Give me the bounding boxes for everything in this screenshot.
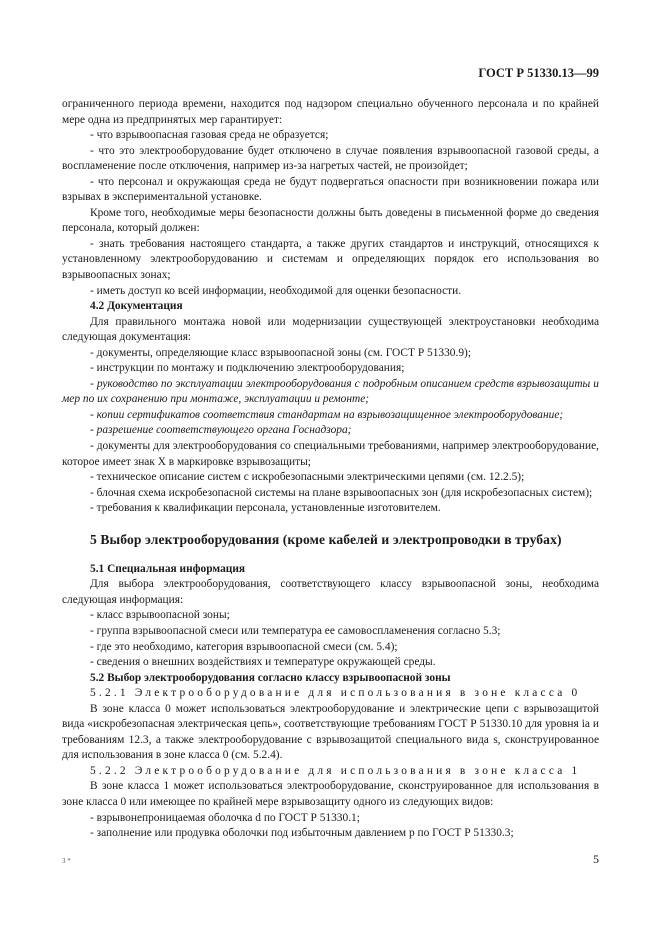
list-item: - инструкции по монтажу и подключению электрооборудования;: [90, 362, 405, 375]
list-item: - иметь доступ ко всей информации, необходимой для оценки безопасности.: [90, 284, 462, 297]
clause-heading: 5.2.1 Электрооборудование для использования в зоне класса 0: [90, 687, 581, 700]
subsection-heading: 5.1 Специальная информация: [90, 562, 246, 575]
list-item: - руководство по эксплуатации электрооборудования с подробным описанием средств взрывозащиты и мер по их сохранению при монтаже, эксплуатации и ремонте;: [62, 377, 599, 406]
list-item: - что это электрооборудование будет отключено в случае появления взрывоопасной газовой среды, а воспламенение после отключения, например из-за нагретых частей, не произойдет;: [62, 144, 599, 173]
list-item: - сведения о внешних воздействиях и температуре окружающей среды.: [90, 656, 436, 669]
list-item: - блочная схема искробезопасной системы на плане взрывоопасных зон (для искробезопасных систем);: [90, 486, 593, 499]
paragraph: Кроме того, необходимые меры безопасности должны быть доведены в письменной форме до сведения персонала, который должен:: [62, 206, 599, 235]
subsection-heading: 4.2 Документация: [90, 300, 183, 313]
paragraph: Для выбора электрооборудования, соответствующего классу взрывоопасной зоны, необходима следующая информация:: [62, 578, 599, 606]
subsection-heading: 5.2 Выбор электрооборудования согласно классу взрывоопасной зоны: [90, 671, 451, 684]
list-item: - копии сертификатов соответствия стандартам на взрывозащищенное электрооборудование;: [90, 408, 564, 421]
paragraph: В зоне класса 1 может использоваться электрооборудование, сконструированное для использования в зоне класса 0 или имеющее по крайней мере взрывозащиту одного из следующих видов:: [62, 780, 599, 808]
section-heading: 5 Выбор электрооборудования (кроме кабелей и электропроводки в трубах): [90, 531, 562, 547]
footer-mark: 3 *: [62, 857, 71, 865]
list-item: - где это необходимо, категория взрывоопасной смеси (см. 5.4);: [90, 640, 398, 653]
standard-header: ГОСТ Р 51330.13—99: [478, 66, 599, 80]
list-item: - разрешение соответствующего органа Госнадзора;: [90, 424, 352, 437]
page-number: 5: [593, 852, 599, 866]
clause-heading: 5.2.2 Электрооборудование для использования в зоне класса 1: [90, 764, 581, 777]
list-item: - знать требования настоящего стандарта, а также других стандартов и инструкций, относящихся к установленному электрооборудованию и системам и определяющих порядок его использования во взрывоопасных зонах;: [62, 237, 599, 282]
list-item: - что персонал и окружающая среда не будут подвергаться опасности при возникновении пожара или взрывах в экспериментальной установке.: [62, 175, 599, 204]
list-item: - что взрывоопасная газовая среда не образуется;: [90, 129, 329, 142]
list-item: - класс взрывоопасной зоны;: [90, 609, 230, 622]
list-item: - группа взрывоопасной смеси или температура ее самовоспламенения согласно 5.3;: [90, 624, 501, 637]
list-item: - взрывонепроницаемая оболочка d по ГОСТ Р 51330.1;: [90, 811, 360, 824]
list-item: - документы, определяющие класс взрывоопасной зоны (см. ГОСТ Р 51330.9);: [90, 346, 471, 359]
document-body: [62, 97, 599, 842]
paragraph: В зоне класса 0 может использоваться электрооборудование и электрические цепи с взрывозащитой вида «искробезопасная электрическая цепь», соответствующие требованиям ГОСТ Р 51330.10 для уровня ia и требованиям 12.3, а также электрооборудование с взрывозащитой специального вида s, сконструированное для использования в зоне класса 0 (см. 5.2.4).: [62, 702, 599, 762]
list-item: - заполнение или продувка оболочки под избыточным давлением p по ГОСТ Р 51330.3;: [90, 827, 514, 840]
paragraph: Для правильного монтажа новой или модернизации существующей электроустановки необходима следующая документация:: [62, 315, 599, 344]
paragraph: ограниченного периода времени, находится под надзором специально обученного персонала и по крайней мере одна из предпринятых мер гарантирует:: [62, 98, 599, 126]
list-item: - документы для электрооборудования со специальными требованиями, например электрооборудование, которое имеет знак X в маркировке взрывозащиты;: [62, 440, 599, 468]
list-item: - техническое описание систем с искробезопасными электрическими цепями (см. 12.2.5);: [90, 471, 525, 484]
list-item: - требования к квалификации персонала, установленные изготовителем.: [90, 502, 441, 515]
